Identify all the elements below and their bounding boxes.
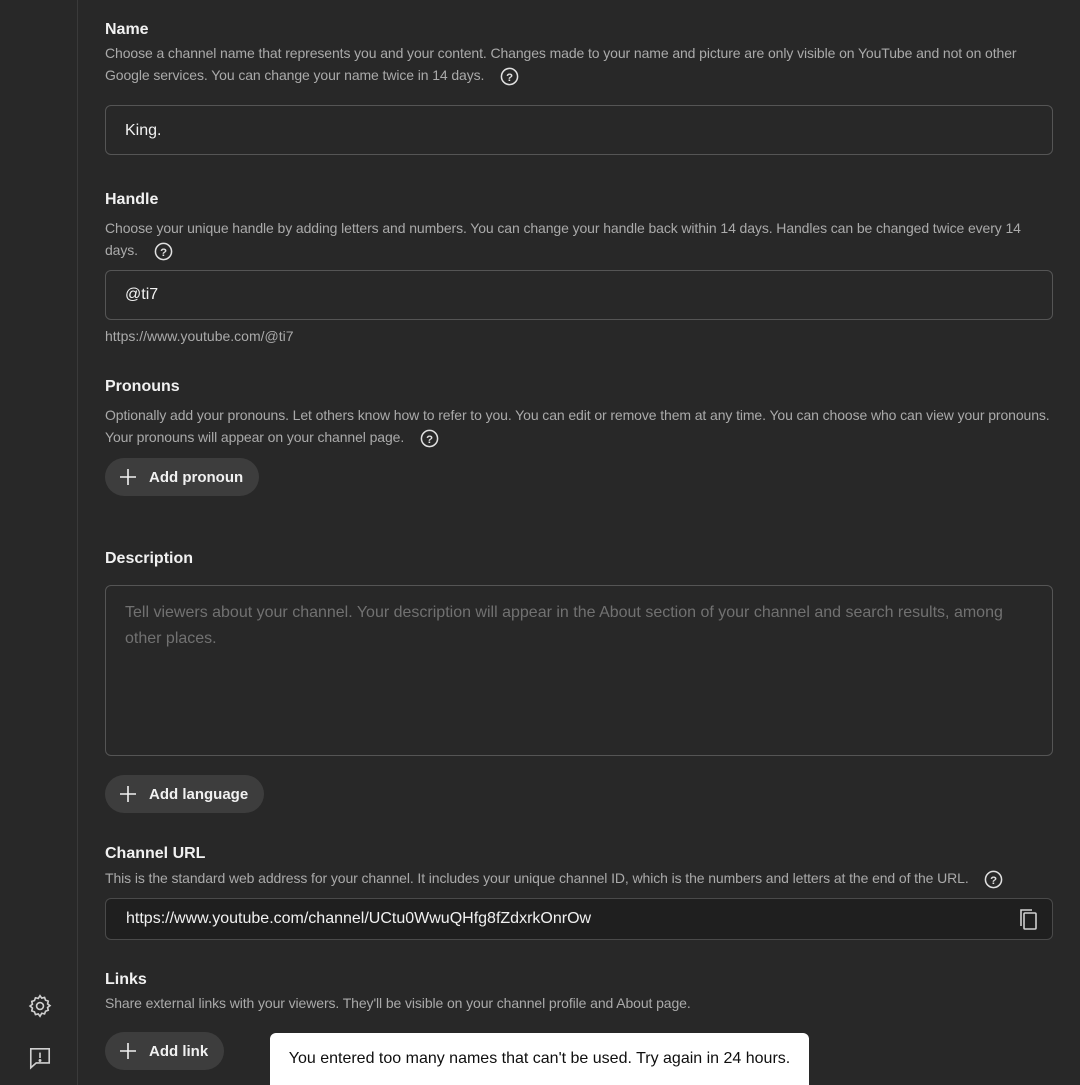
description-textarea[interactable] — [123, 598, 1039, 752]
feedback-icon[interactable] — [27, 1045, 53, 1071]
handle-url-preview: https://www.youtube.com/@ti7 — [105, 328, 294, 344]
channel-url-description: This is the standard web address for your channel. It includes your unique channel ID, which is the numbers and letters at the end of the URL. ? — [105, 867, 1053, 889]
handle-field[interactable] — [105, 270, 1053, 320]
help-icon[interactable] — [420, 429, 439, 448]
channel-url-title: Channel URL — [105, 845, 206, 862]
help-icon[interactable] — [500, 67, 519, 86]
add-pronoun-button[interactable] — [105, 458, 259, 496]
name-description: Choose a channel name that represents you and your content. Changes made to your name and picture are only visible on YouTube and not on other Google services. You can change your name twice in 14 days. ? — [105, 42, 1053, 86]
channel-url-field[interactable] — [105, 898, 1053, 940]
add-language-button[interactable] — [105, 775, 264, 813]
plus-icon — [119, 468, 137, 486]
handle-description: Choose your unique handle by adding letters and numbers. You can change your handle back within 14 days. Handles can be changed twice every 14 days. ? — [105, 217, 1053, 261]
sidebar — [0, 0, 78, 1085]
help-icon[interactable] — [154, 242, 173, 261]
svg-text:?: ? — [159, 246, 167, 259]
help-icon[interactable] — [984, 870, 1003, 889]
add-link-label: Add link — [149, 1042, 209, 1060]
svg-text:?: ? — [425, 433, 433, 446]
links-title: Links — [105, 971, 147, 988]
add-link-button[interactable] — [105, 1032, 224, 1070]
pronouns-section — [105, 377, 1053, 448]
copy-icon[interactable] — [1018, 908, 1040, 932]
handle-title: Handle — [105, 191, 159, 208]
svg-text:?: ? — [990, 874, 998, 887]
description-field[interactable] — [105, 585, 1053, 756]
links-section — [105, 970, 1053, 1014]
add-language-label: Add language — [149, 785, 249, 803]
links-description: Share external links with your viewers. They'll be visible on your channel profile and About page. — [105, 995, 691, 1011]
pronouns-title: Pronouns — [105, 378, 180, 395]
gear-icon[interactable] — [27, 993, 53, 1019]
plus-icon — [119, 1042, 137, 1060]
name-input[interactable] — [123, 121, 1027, 141]
toast-message: You entered too many names that can't be used. Try again in 24 hours. — [288, 1050, 791, 1067]
plus-icon — [119, 785, 137, 803]
error-toast — [270, 1033, 809, 1085]
add-pronoun-label: Add pronoun — [149, 468, 244, 486]
channel-url-value: https://www.youtube.com/channel/UCtu0WwuQHfg8fZdxrkOnrOw — [126, 910, 592, 927]
name-section — [105, 20, 1053, 86]
svg-text:?: ? — [506, 71, 514, 84]
handle-section — [105, 190, 1053, 261]
description-title: Description — [105, 550, 194, 567]
name-field[interactable] — [105, 105, 1053, 155]
name-title: Name — [105, 21, 149, 38]
pronouns-description: Optionally add your pronouns. Let others know how to refer to you. You can edit or remove them at any time. You can choose who can view your pronouns. Your pronouns will appear on your channel page. ? — [105, 404, 1053, 448]
channel-url-section — [105, 844, 1053, 889]
handle-input[interactable] — [123, 285, 1027, 305]
